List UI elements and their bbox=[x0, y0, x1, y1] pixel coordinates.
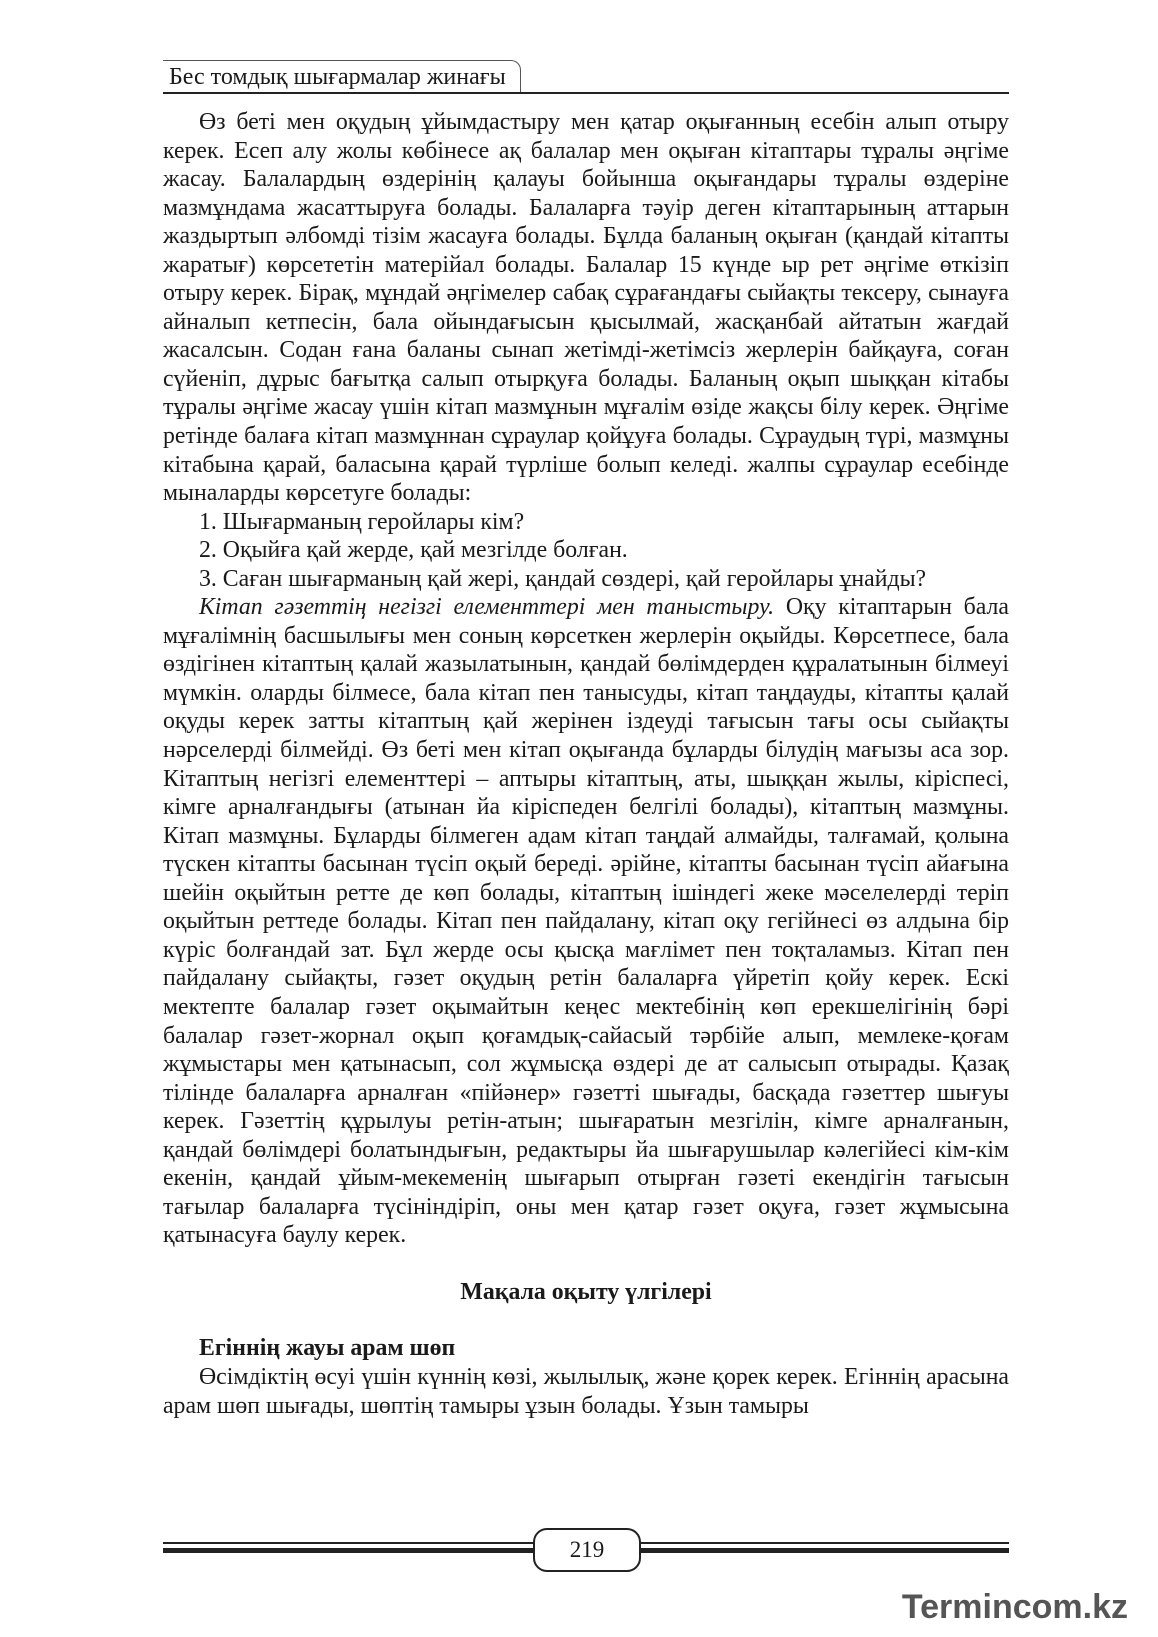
running-head bbox=[163, 60, 1009, 94]
section-heading: Мақала оқыту үлгілері bbox=[460, 1278, 712, 1305]
header-rule bbox=[163, 92, 1009, 94]
paragraph-2-text: Оқу кітаптарын бала мұғалімнің басшылығы мен соның көрсеткен жерлерін оқыйды. Көрсетпесе, бала өздігінен кітаптың қалай жазылатынын, қандай бөлімдерден құралатынын білмеуі мүмкін. оларды білмесе, бала кітап пен танысуды, кітап таңдауды, кітапты қалай оқуды керек затты кітаптың қай жерінен іздеуді тағысын тағы осы сыйақты нәрселерді білмейді. Өз беті мен кітап оқығанда бұларды білудің мағызы аса зор. Кітаптың негізгі елементтері – аптыры кітаптың, аты, шыққан жылы, кіріспесі, кімге арналғандығы (атынан йа кіріспеден белгілі болады), кітаптың мазмұны. Кітап мазмұны. Бұларды білмеген адам кітап таңдай алмайды, талғамай, қолына түскен кітапты басынан түсіп оқый береді. әрійне, кітапты басынан түсіп айағына шейін оқыйтын ретте де көп болады, кітаптың ішіндегі жеке мәселелерді теріп оқыйтын реттеде болады. Кітап пен пайдалану, кітап оқу гегійнесі өз алдына бір күріс болғандай зат. Бұл жерде осы қысқа мағлімет пен тоқталамыз. Кітап пен пайдалану сыйақты, гәзет оқудың ретін балаларға үйретіп қойу керек. Ескі мектепте балалар гәзет оқымайтын кеңес мектебінің көп ерекшелігінің бәрі балалар гәзет-жорнал оқып қоғамдық-сайасый тәрбійе алып, мемлеке-қоғам жұмыстары мен қатынасып, сол жұмысқа өздері де ат салысып отырады. Қазақ тілінде балаларға арналған «пійәнер» гәзетті шығады, басқада гәзеттер шығуы керек. Гәзеттің құрылуы ретін-атын; шығаратын мезгілін, кімге арналғанын, қандай бөлімдері болатындығын, редактыры йа шығарушылар кәлегійесі кім-кім екенін, қандай ұйым-мекеменің шығарып отырған гәзеті екендігін тағысын тағылар балаларға түсініндіріп, оны мен қатар гәзет оқуға, гәзет жұмысына қатынасуға баулу керек. bbox=[163, 594, 1009, 1249]
watermark-logo: Termincom.kz bbox=[901, 1588, 1128, 1626]
footer-rule-left-thin bbox=[163, 1542, 541, 1544]
footer-rule-right-thin bbox=[631, 1542, 1009, 1544]
list-item-2: 2. Оқыйға қай жерде, қай мезгілде болған. bbox=[199, 537, 628, 564]
page-number: 219 bbox=[533, 1528, 641, 1572]
body-text bbox=[163, 108, 1009, 1420]
article-subheading: Егіннің жауы арам шөп bbox=[199, 1335, 456, 1362]
list-item-3: 3. Саған шығарманың қай жері, қандай сөздері, қай геройлары ұнайды? bbox=[199, 565, 927, 592]
paragraph-1: Өз беті мен оқудың ұйымдастыру мен қатар оқығанның есебін алып отыру керек. Есеп алу жолы көбінесе ақ балалар мен оқыған кітаптары тұралы әңгіме жасау. Балалардың өздерінің қалауы бойынша оқығандары тұралы өздеріне мазмұндама жасаттыруға болады. Балаларға тәуір деген кітаптарының аттарын жаздыртып әлбомді тізім жасауға болады. Бұлда баланың оқыған (қандай кітапты жаратығ) көрсететін матерійал болады. Балалар 15 күнде ыр рет әңгіме өткізіп отыру керек. Бірақ, мұндай әңгімелер сабақ сұрағандағы сыйақты тексеру, сынауға айналып кетпесін, бала ойындағысын қысылмай, жасқанбай айтатын жағдай жасалсын. Содан ғана баланы сынап жетімді-жетімсіз жерлерін байқауға, соған сүйеніп, дұрыс бағытқа салып отырқуға болады. Баланың оқып шыққан кітабы тұралы әңгіме жасау үшін кітап мазмұнын мұғалім өзіде жақсы білу керек. Әңгіме ретінде балаға кітап мазмұннан сұраулар қойұуға болады. Сұраудың түрі, мазмұны кітабына қарай, баласына қарай түрліше болып келеді. жалпы сұраулар есебінде мыналарды көрсетуге болады: bbox=[163, 109, 1009, 507]
paragraph-3: Өсімдіктің өсуі үшін күннің көзі, жылылық, және қорек керек. Егіннің арасына арам шөп шығады, шөптің тамыры ұзын болады. Ұзын тамыры bbox=[163, 1363, 1009, 1419]
paragraph-2-italic-lead: Кітап гәзеттің негізгі елементтері мен таныстыру. bbox=[199, 594, 775, 621]
running-head-title: Бес томдық шығармалар жинағы bbox=[163, 60, 521, 93]
list-item-1: 1. Шығарманың геройлары кім? bbox=[199, 508, 525, 535]
footer-rule-left-thick bbox=[163, 1548, 541, 1553]
footer-rule-right-thick bbox=[631, 1548, 1009, 1553]
paragraph-2 bbox=[163, 593, 1009, 1250]
page-footer bbox=[163, 1528, 1009, 1572]
